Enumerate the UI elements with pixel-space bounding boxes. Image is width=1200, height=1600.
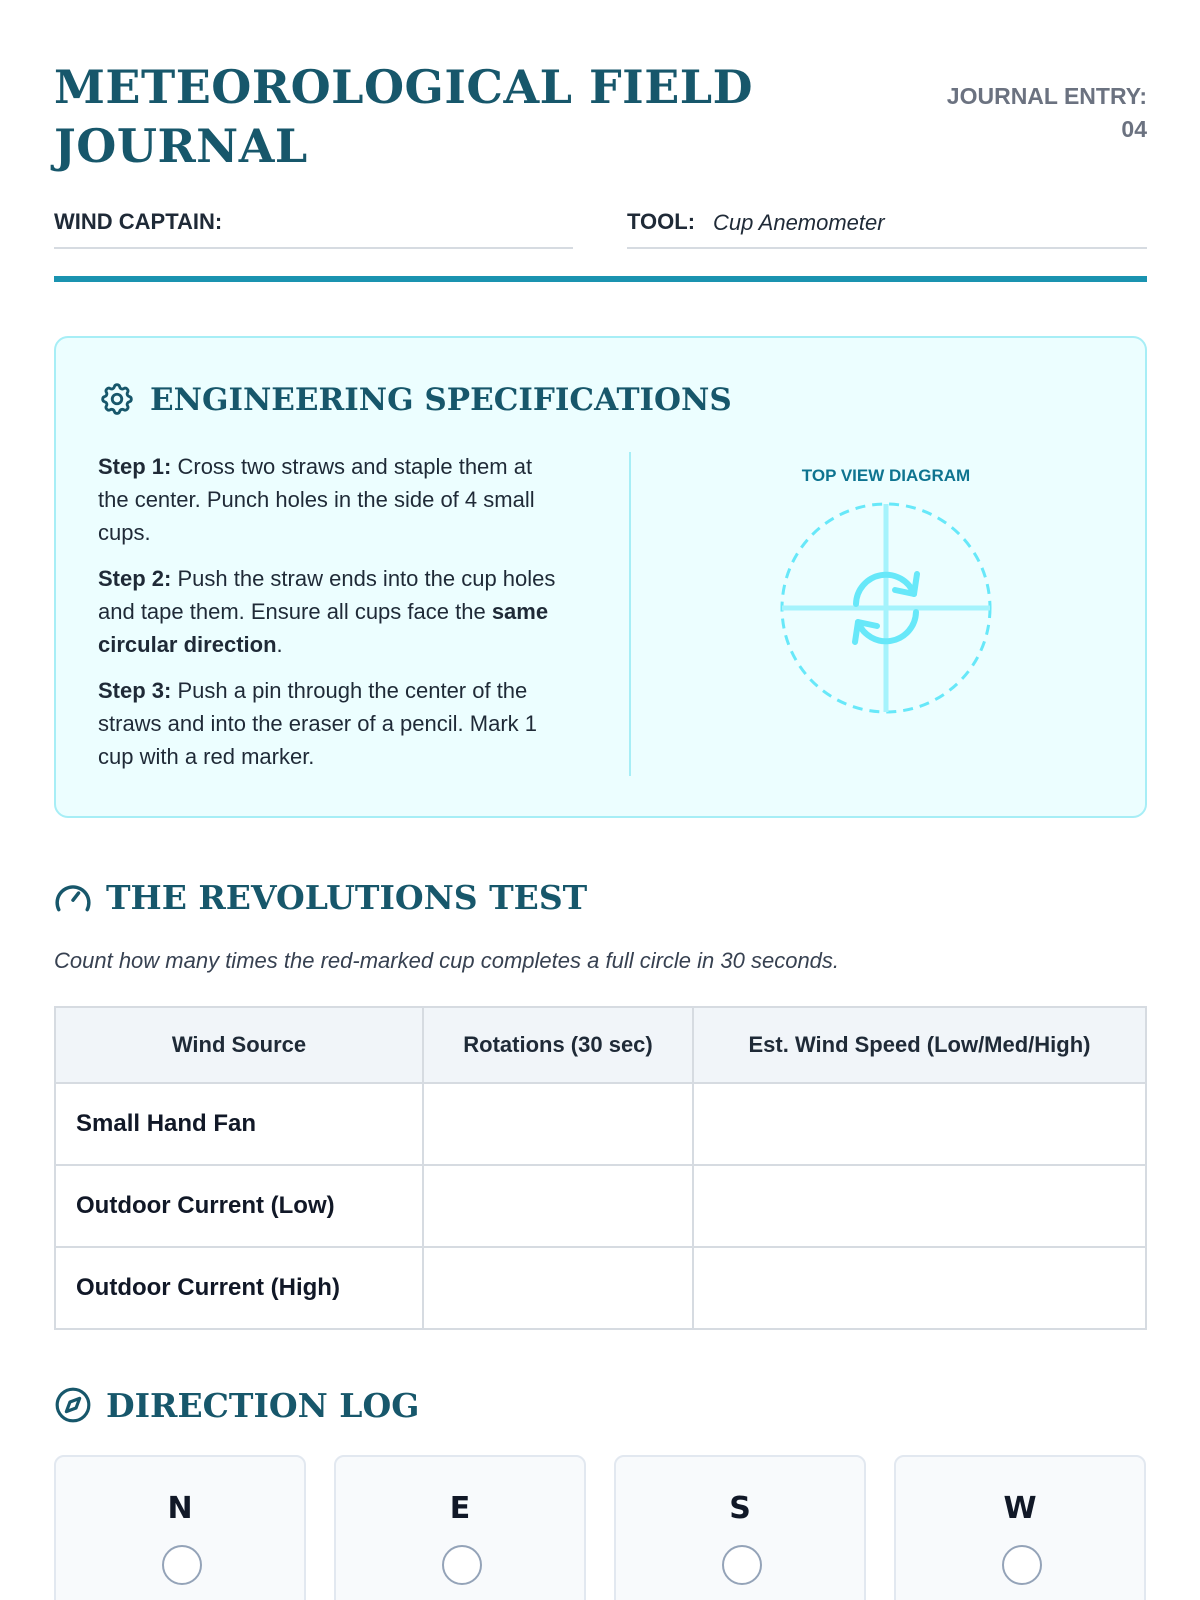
journal-entry: [887, 80, 1147, 146]
steps-list: [98, 450, 568, 786]
rotations-cell[interactable]: [423, 1247, 693, 1329]
direction-card-north[interactable]: [54, 1455, 306, 1600]
journal-entry-number: 04: [1121, 116, 1147, 142]
column-header-wind-source: Wind Source: [55, 1007, 423, 1083]
wind-source-cell: Outdoor Current (Low): [55, 1165, 423, 1247]
revolutions-title: THE REVOLUTIONS TEST: [106, 878, 588, 917]
table-row: [55, 1165, 1146, 1247]
journal-page: [54, 0, 1147, 1600]
engineering-specifications-panel: [54, 336, 1147, 818]
direction-card-east[interactable]: [334, 1455, 586, 1600]
direction-radio-west[interactable]: [1002, 1545, 1042, 1585]
wind-source-cell: Outdoor Current (High): [55, 1247, 423, 1329]
step-1-text: Cross two straws and staple them at the center. Punch holes in the side of 4 small cups.: [98, 454, 535, 545]
direction-radio-south[interactable]: [722, 1545, 762, 1585]
direction-card-west[interactable]: [894, 1455, 1146, 1600]
specs-title: ENGINEERING SPECIFICATIONS: [150, 382, 732, 418]
wind-speed-cell[interactable]: [693, 1165, 1146, 1247]
step-3: [98, 674, 568, 773]
gear-icon: [98, 380, 136, 418]
step-1: [98, 450, 568, 549]
anemometer-diagram: [771, 498, 1001, 718]
journal-entry-label: JOURNAL ENTRY:: [946, 83, 1147, 109]
page-title: [54, 58, 774, 176]
direction-title: DIRECTION LOG: [106, 1386, 420, 1425]
wind-speed-cell[interactable]: [693, 1083, 1146, 1165]
top-view-diagram: [696, 466, 1076, 726]
tool-label: TOOL:: [627, 209, 696, 234]
tool-value: Cup Anemometer: [713, 210, 885, 235]
step-2-end: .: [276, 632, 283, 657]
tool-field[interactable]: [627, 205, 1147, 249]
direction-options: [54, 1455, 1147, 1600]
step-3-label: Step 3:: [98, 678, 172, 703]
compass-icon: [54, 1386, 92, 1424]
column-header-wind-speed: Est. Wind Speed (Low/Med/High): [693, 1007, 1146, 1083]
title-line-1: METEOROLOGICAL FIELD: [54, 60, 753, 114]
table-row: [55, 1083, 1146, 1165]
rotations-cell[interactable]: [423, 1083, 693, 1165]
specs-divider: [629, 452, 631, 776]
wind-source-cell: Small Hand Fan: [55, 1083, 423, 1165]
step-2-text: Push the straw ends into the cup holes and tape them. Ensure all cups face the: [98, 566, 556, 624]
revolutions-table: [54, 1006, 1147, 1330]
gauge-icon: [54, 878, 92, 916]
meta-row: [54, 205, 1147, 249]
wind-captain-label: WIND CAPTAIN:: [54, 209, 223, 234]
revolutions-description: Count how many times the red-marked cup completes a full circle in 30 seconds.: [54, 948, 840, 973]
diagram-title: TOP VIEW DIAGRAM: [801, 466, 971, 485]
title-line-2: JOURNAL: [54, 119, 308, 173]
direction-card-south[interactable]: [614, 1455, 866, 1600]
step-2: [98, 562, 568, 661]
direction-letter: E: [449, 1491, 471, 1526]
direction-radio-east[interactable]: [442, 1545, 482, 1585]
step-1-label: Step 1:: [98, 454, 172, 479]
step-3-text: Push a pin through the center of the straws and into the eraser of a pencil. Mark 1 cup with a red marker.: [98, 678, 537, 769]
direction-letter: N: [167, 1491, 193, 1526]
direction-letter: S: [729, 1491, 751, 1526]
step-2-emphasis: same circular direction: [98, 599, 549, 657]
wind-speed-cell[interactable]: [693, 1247, 1146, 1329]
table-row: [55, 1247, 1146, 1329]
wind-captain-field[interactable]: [54, 205, 573, 249]
direction-letter: W: [1003, 1491, 1037, 1526]
direction-radio-north[interactable]: [162, 1545, 202, 1585]
header: [54, 58, 1147, 178]
table-header-row: [55, 1007, 1146, 1083]
step-2-label: Step 2:: [98, 566, 172, 591]
header-divider: [54, 276, 1147, 282]
rotations-cell[interactable]: [423, 1165, 693, 1247]
column-header-rotations: Rotations (30 sec): [423, 1007, 693, 1083]
